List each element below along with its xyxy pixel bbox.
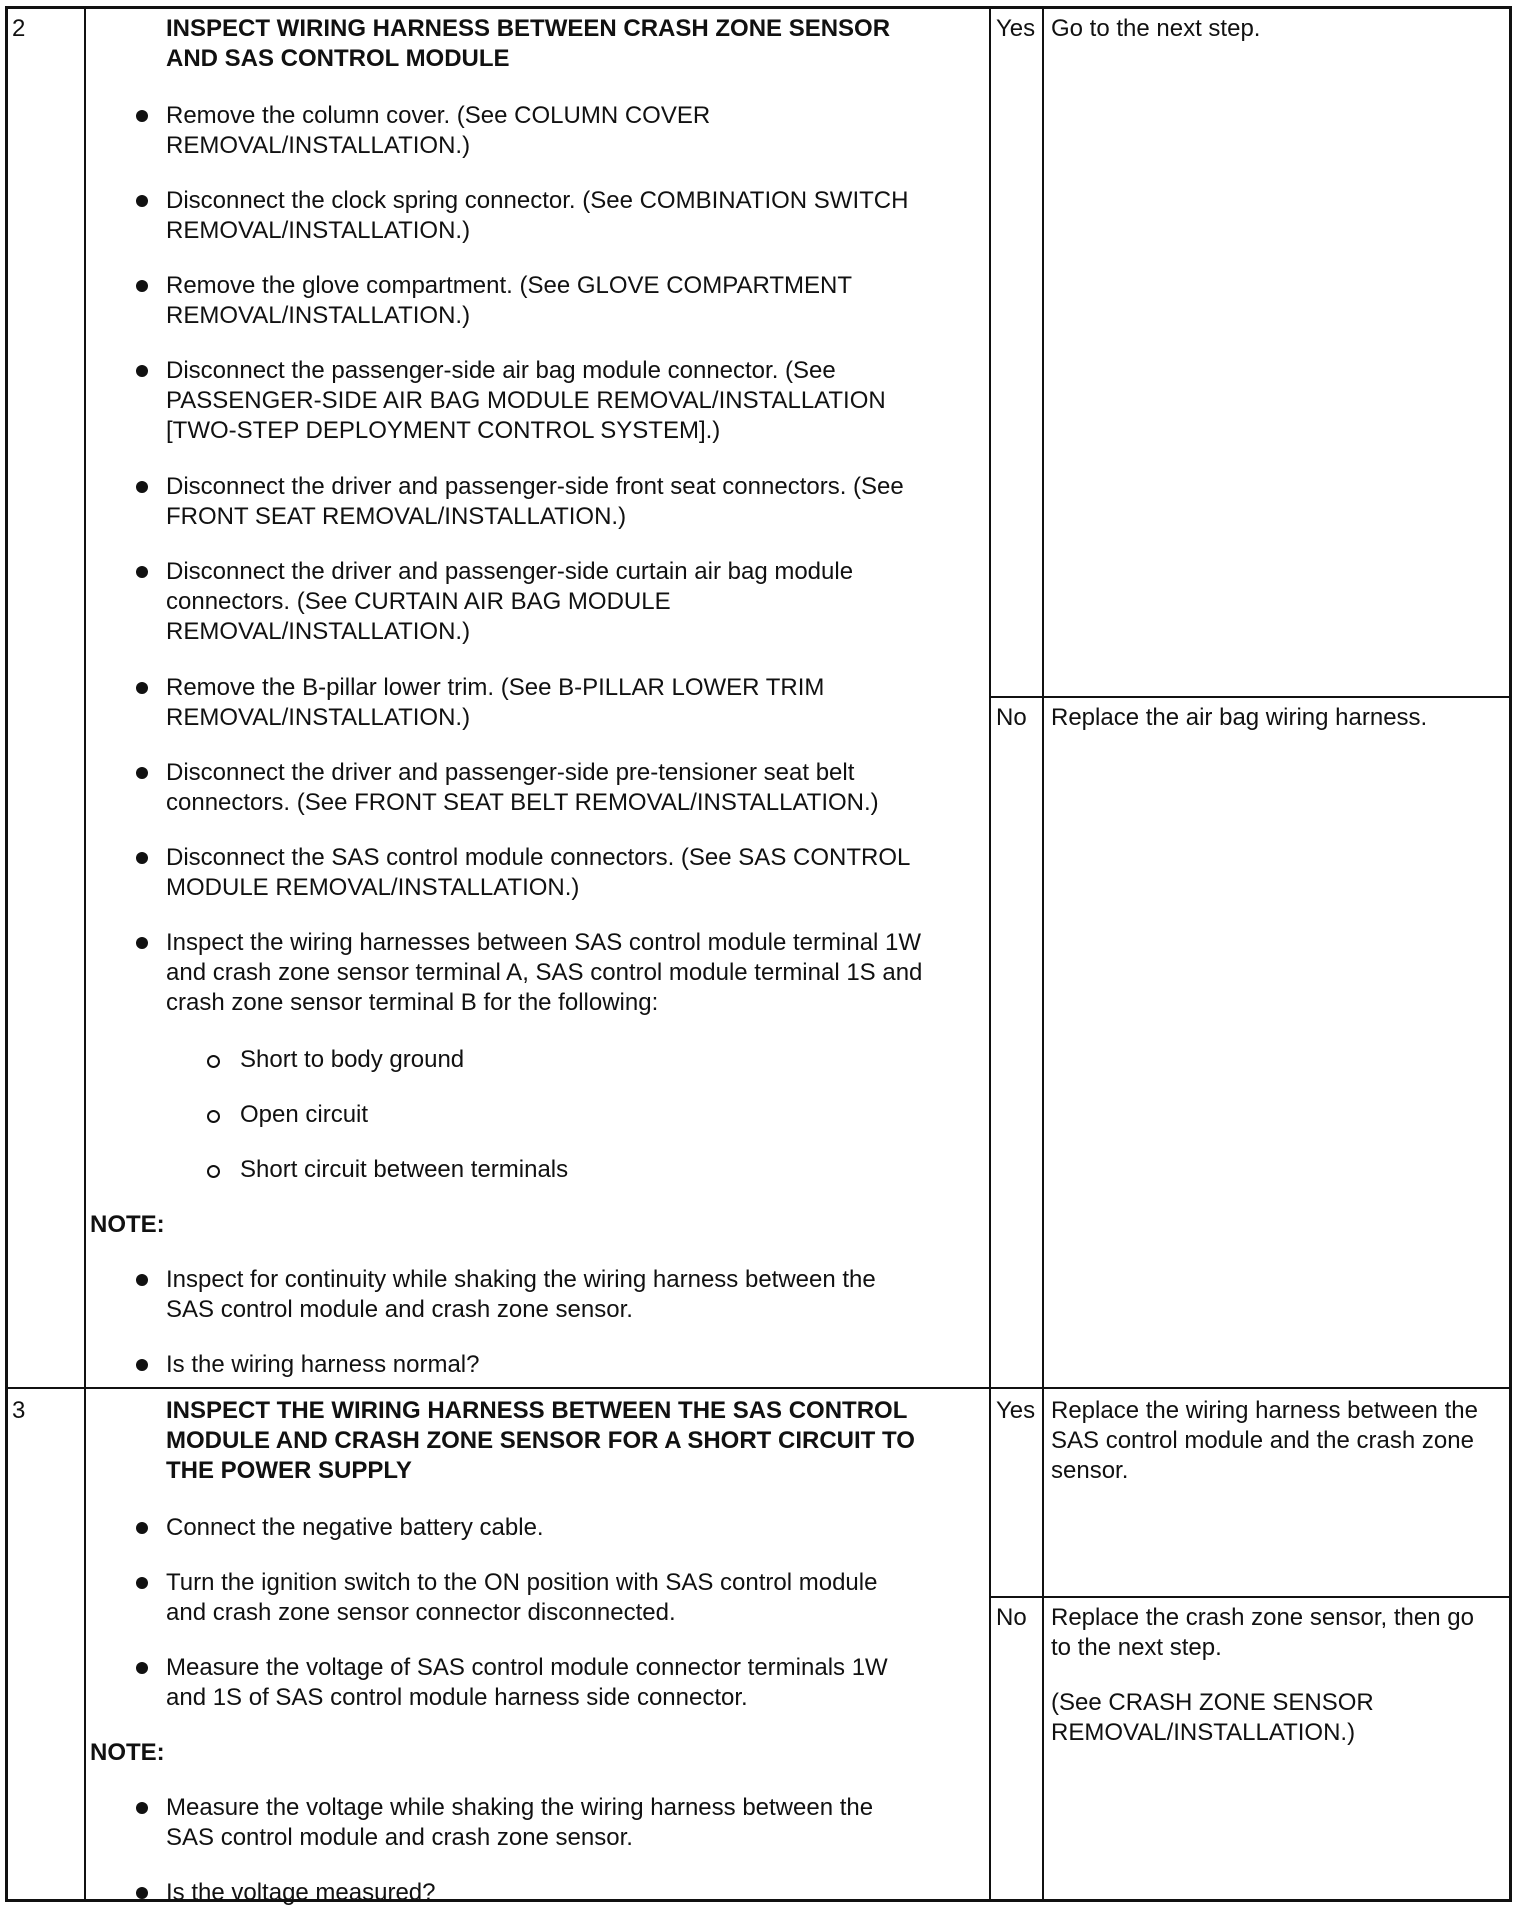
circle-bullet-icon bbox=[207, 1110, 220, 1123]
no-action-reference: REMOVAL/INSTALLATION.) bbox=[1051, 1719, 1356, 1746]
procedure-item: and crash zone sensor connector disconnected. bbox=[166, 1599, 676, 1626]
bullet-icon bbox=[136, 852, 148, 864]
procedure-item: Remove the B-pillar lower trim. (See B-PILLAR LOWER TRIM bbox=[166, 674, 825, 701]
no-action: to the next step. bbox=[1051, 1634, 1222, 1661]
bullet-icon bbox=[136, 682, 148, 694]
bullet-icon bbox=[136, 280, 148, 292]
procedure-item: PASSENGER-SIDE AIR BAG MODULE REMOVAL/INSTALLATION bbox=[166, 387, 886, 414]
procedure-item: connectors. (See CURTAIN AIR BAG MODULE bbox=[166, 588, 671, 615]
row-divider bbox=[8, 1387, 1509, 1389]
check-item: Open circuit bbox=[240, 1101, 369, 1128]
procedure-item: FRONT SEAT REMOVAL/INSTALLATION.) bbox=[166, 503, 627, 530]
step-title: THE POWER SUPPLY bbox=[166, 1457, 412, 1484]
procedure-item: Remove the glove compartment. (See GLOVE COMPARTMENT bbox=[166, 272, 853, 299]
circle-bullet-icon bbox=[207, 1055, 220, 1068]
procedure-item: Disconnect the clock spring connector. (See COMBINATION SWITCH bbox=[166, 187, 909, 214]
note-item: SAS control module and crash zone sensor. bbox=[166, 1824, 633, 1851]
bullet-icon bbox=[136, 1522, 148, 1534]
no-action: Replace the air bag wiring harness. bbox=[1051, 704, 1428, 731]
bullet-icon bbox=[136, 1577, 148, 1589]
yes-no-divider bbox=[989, 696, 1509, 698]
yes-no-divider bbox=[989, 1596, 1509, 1598]
procedure-item: Turn the ignition switch to the ON position with SAS control module bbox=[166, 1569, 878, 1596]
note-item: Inspect for continuity while shaking the wiring harness between the bbox=[166, 1266, 876, 1293]
bullet-icon bbox=[136, 1274, 148, 1286]
procedure-item: connectors. (See FRONT SEAT BELT REMOVAL/INSTALLATION.) bbox=[166, 789, 879, 816]
yes-action: Go to the next step. bbox=[1051, 15, 1261, 42]
step-title: AND SAS CONTROL MODULE bbox=[166, 45, 510, 72]
procedure-item: Connect the negative battery cable. bbox=[166, 1514, 544, 1541]
procedure-item: REMOVAL/INSTALLATION.) bbox=[166, 618, 471, 645]
procedure-item: MODULE REMOVAL/INSTALLATION.) bbox=[166, 874, 580, 901]
note-item: Measure the voltage while shaking the wiring harness between the bbox=[166, 1794, 874, 1821]
procedure-item: Disconnect the SAS control module connectors. (See SAS CONTROL bbox=[166, 844, 911, 871]
no-label: No bbox=[996, 1604, 1027, 1631]
bullet-icon bbox=[136, 1802, 148, 1814]
yes-action: SAS control module and the crash zone bbox=[1051, 1427, 1474, 1454]
bullet-icon bbox=[136, 1359, 148, 1371]
procedure-item: Remove the column cover. (See COLUMN COVER bbox=[166, 102, 711, 129]
bullet-icon bbox=[136, 566, 148, 578]
no-action: Replace the crash zone sensor, then go bbox=[1051, 1604, 1474, 1631]
yes-label: Yes bbox=[996, 15, 1036, 42]
check-item: Short to body ground bbox=[240, 1046, 465, 1073]
note-item: Is the wiring harness normal? bbox=[166, 1351, 480, 1378]
procedure-item: and crash zone sensor terminal A, SAS control module terminal 1S and bbox=[166, 959, 923, 986]
bullet-icon bbox=[136, 1887, 148, 1899]
step-number: 2 bbox=[12, 15, 26, 42]
procedure-item: Inspect the wiring harnesses between SAS control module terminal 1W bbox=[166, 929, 922, 956]
step-title: INSPECT THE WIRING HARNESS BETWEEN THE SAS CONTROL bbox=[166, 1397, 908, 1424]
procedure-item: Disconnect the driver and passenger-side pre-tensioner seat belt bbox=[166, 759, 855, 786]
step-number: 3 bbox=[12, 1397, 26, 1424]
bullet-icon bbox=[136, 937, 148, 949]
check-item: Short circuit between terminals bbox=[240, 1156, 569, 1183]
bullet-icon bbox=[136, 365, 148, 377]
bullet-icon bbox=[136, 1662, 148, 1674]
bullet-icon bbox=[136, 110, 148, 122]
column-divider bbox=[84, 9, 86, 1899]
note-label: NOTE: bbox=[90, 1739, 165, 1766]
procedure-item: REMOVAL/INSTALLATION.) bbox=[166, 302, 471, 329]
yes-action: Replace the wiring harness between the bbox=[1051, 1397, 1478, 1424]
step-title: MODULE AND CRASH ZONE SENSOR FOR A SHORT CIRCUIT TO bbox=[166, 1427, 915, 1454]
procedure-item: Measure the voltage of SAS control module connector terminals 1W bbox=[166, 1654, 888, 1681]
procedure-item: REMOVAL/INSTALLATION.) bbox=[166, 704, 471, 731]
bullet-icon bbox=[136, 481, 148, 493]
procedure-item: crash zone sensor terminal B for the following: bbox=[166, 989, 659, 1016]
note-label: NOTE: bbox=[90, 1211, 165, 1238]
note-item: Is the voltage measured? bbox=[166, 1879, 436, 1906]
procedure-item: REMOVAL/INSTALLATION.) bbox=[166, 217, 471, 244]
column-divider bbox=[1042, 9, 1044, 1899]
no-action-reference: (See CRASH ZONE SENSOR bbox=[1051, 1689, 1374, 1716]
procedure-item: REMOVAL/INSTALLATION.) bbox=[166, 132, 471, 159]
bullet-icon bbox=[136, 767, 148, 779]
note-item: SAS control module and crash zone sensor. bbox=[166, 1296, 633, 1323]
column-divider bbox=[989, 9, 991, 1899]
bullet-icon bbox=[136, 195, 148, 207]
procedure-item: Disconnect the driver and passenger-side front seat connectors. (See bbox=[166, 473, 904, 500]
step-title: INSPECT WIRING HARNESS BETWEEN CRASH ZONE SENSOR bbox=[166, 15, 891, 42]
procedure-item: Disconnect the driver and passenger-side curtain air bag module bbox=[166, 558, 854, 585]
procedure-item: and 1S of SAS control module harness side connector. bbox=[166, 1684, 748, 1711]
yes-action: sensor. bbox=[1051, 1457, 1129, 1484]
no-label: No bbox=[996, 704, 1027, 731]
procedure-item: Disconnect the passenger-side air bag module connector. (See bbox=[166, 357, 836, 384]
circle-bullet-icon bbox=[207, 1165, 220, 1178]
yes-label: Yes bbox=[996, 1397, 1036, 1424]
procedure-item: [TWO-STEP DEPLOYMENT CONTROL SYSTEM].) bbox=[166, 417, 721, 444]
